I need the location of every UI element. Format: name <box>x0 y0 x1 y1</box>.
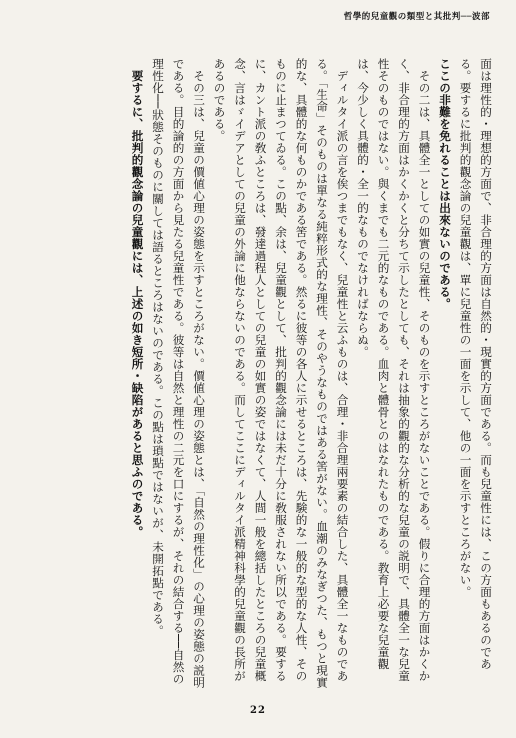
page-number: 22 <box>250 705 266 716</box>
paragraph-1-conclusion: ここの非難を免れることは出來ないのである。 <box>438 58 452 310</box>
paragraph-4: その三は、兒童の價値心理の姿態を示すところがない。價値心理の姿態とは、「自然の理性化」の心理の姿態の説明である。目的論的の方面から見たる兒童性である。彼等は自然と理性の二元を口にするが、それの結合する──自然の理性化──狀態そのものに關しては語るところはないのである。この點は瑣點ではないが、未開拓點である。 <box>151 58 206 688</box>
body-text <box>26 58 496 690</box>
paragraph-3: ディルタイ派の言を俟つまでもなく、兒童性と云ふものは、合理・非合理兩要素の結合した、具體全一なものである。「生命」そのものは單なる純粹形式的な理性、そのやうなものではある筈がない。血潮のみなぎつた、もつと現實的な、具體的な何ものかである筈である。然るに彼等の各人に示せるところは、先験的な一般的な型的な人性、そのものに止まつてゐる。この點、余は、兒童觀として、批判的觀念論には未だ十分に敎服されない所以である。要するに、カント派の敎ふところは、發達過程人としての兒童の如實の姿ではなくて、人間一般を總括したところの兒童概念、言はゞイデアとしての兒童の外論に他ならないのである。而してここにディルタイ派精神科學的兒童觀の長所があるのである。 <box>212 58 350 689</box>
paragraph-5-summary: 要するに、批判的觀念論の兒童觀には、上述の如き短所・缺陷があると思ふのである。 <box>130 69 145 538</box>
paragraph-2: その二は、具體全一としての如實の兒童性、そのものを示すところがないことである。假りに合理的方面はかくかく、非合理的方面はかくかくと分ちて示したとしても、それは抽象的觀的な分析的な兒童の説明で、具體全一な兒童性そのものではない。與くまでも二元的なものである。血肉と體骨とのはなれたものである。教育上必要な兒童觀は、今少しく具體的・全一的なものでなければならぬ。 <box>356 58 432 682</box>
paragraph-1: 面は理性的・理想的方面で、非合理的方面は自然的・現實的方面である。而も兒童性には、この方面もあるのである。要するに批判的觀念論の兒童觀は、單に兒童性の一面を示して、他の一面を示すところがない。 <box>458 58 493 670</box>
running-header: 哲學的兒童觀の類型と其批判──波部 <box>343 12 490 22</box>
